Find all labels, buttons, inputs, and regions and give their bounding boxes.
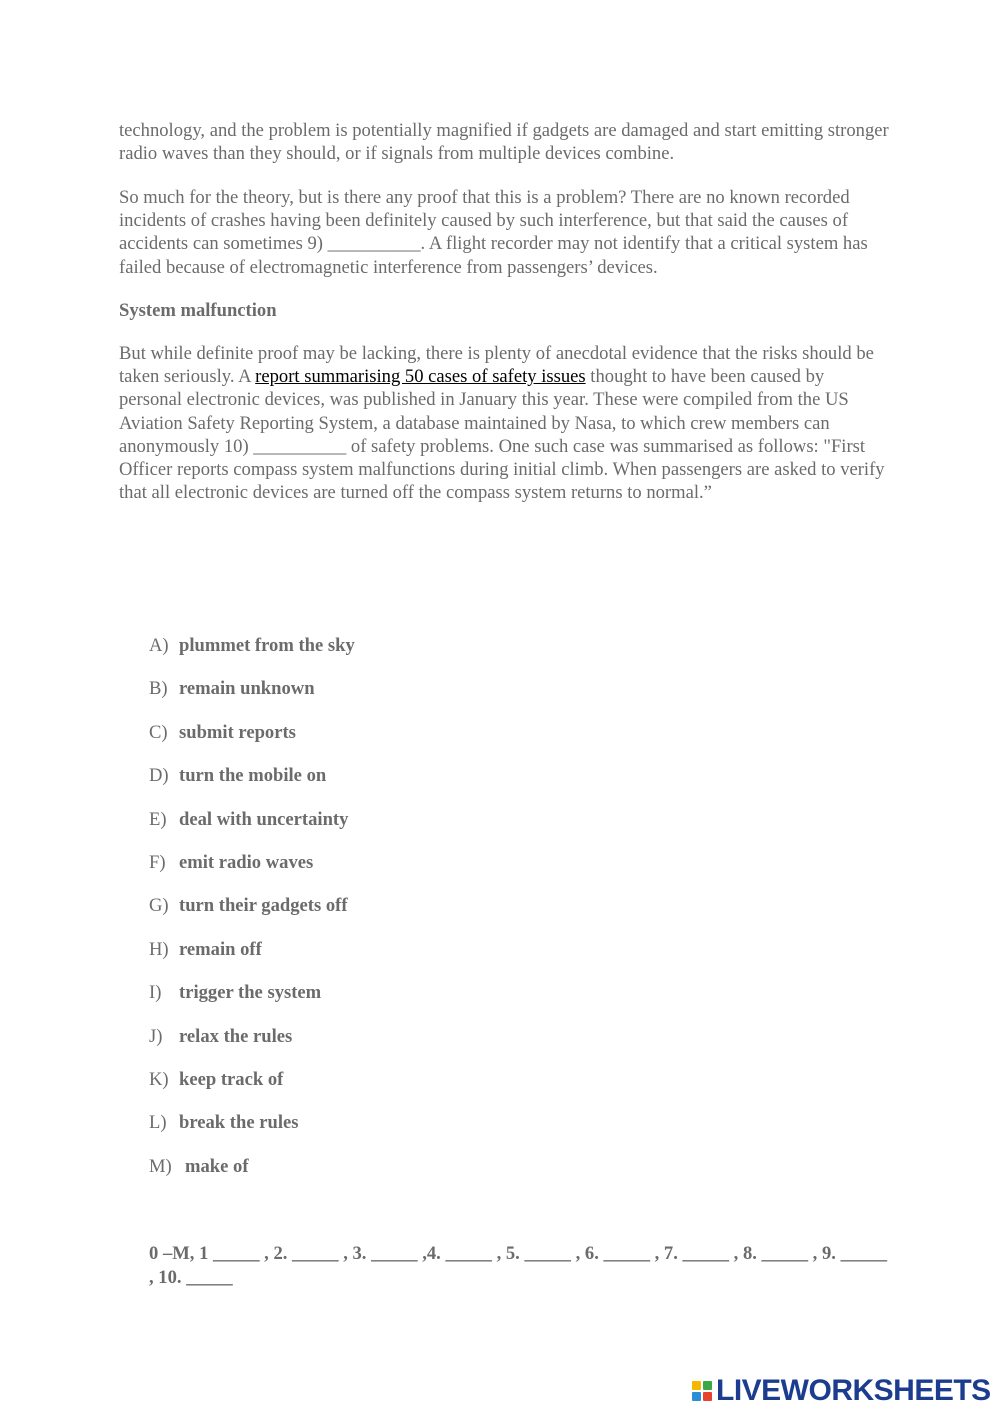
option-letter: K) xyxy=(149,1068,169,1090)
option-item xyxy=(149,938,355,981)
option-letter: A) xyxy=(149,635,169,656)
option-text: deal with uncertainty xyxy=(179,808,349,830)
option-item xyxy=(149,634,355,677)
section-heading: System malfunction xyxy=(119,300,277,321)
option-item xyxy=(149,721,355,764)
paragraph-anecdotal-evidence xyxy=(119,342,889,504)
paragraph-text-after-link: thought to have been caused by personal electronic devices, was published in January this year. These were compiled from the US Aviation Safety Reporting System, a database maintained by Nasa, to which crew members can anonymously 10) __________ of safety problems. One such case was summarised as follows: "First Officer reports compass system malfunctions during initial climb. When passengers are asked to verify that all electronic devices are turned off the compass system returns to normal.” xyxy=(119,366,885,504)
option-letter: B) xyxy=(149,678,168,700)
option-text: keep track of xyxy=(179,1068,284,1090)
option-letter: D) xyxy=(149,765,169,787)
liveworksheets-logo xyxy=(692,1374,991,1408)
option-text: relax the rules xyxy=(179,1025,293,1047)
option-letter: I) xyxy=(149,982,162,1004)
option-item xyxy=(149,894,355,937)
paragraph-intro-continued: technology, and the problem is potentially magnified if gadgets are damaged and start emitting stronger radio waves than they should, or if signals from multiple devices combine. xyxy=(119,120,889,165)
option-item xyxy=(149,851,355,894)
option-text: break the rules xyxy=(179,1112,299,1134)
option-item xyxy=(149,1025,355,1068)
option-text: plummet from the sky xyxy=(179,635,355,656)
logo-text: LIVEWORKSHEETS xyxy=(716,1374,991,1407)
option-item xyxy=(149,764,355,807)
option-text: turn their gadgets off xyxy=(179,895,348,917)
option-text: remain unknown xyxy=(179,678,315,700)
option-item xyxy=(149,677,355,720)
option-text: remain off xyxy=(179,938,262,960)
option-item xyxy=(149,1155,355,1198)
option-item xyxy=(149,981,355,1024)
option-letter: E) xyxy=(149,808,167,830)
option-text: trigger the system xyxy=(179,982,322,1004)
option-letter: H) xyxy=(149,938,169,960)
answer-key-blanks: 0 –M, 1 _____ , 2. _____ , 3. _____ ,4. _____ , 5. _____ , 6. _____ , 7. _____ , 8. _____ , 9. _____ , 10. _____ xyxy=(149,1243,888,1288)
option-letter: G) xyxy=(149,895,169,917)
option-item xyxy=(149,1111,355,1154)
paragraph-proof: So much for the theory, but is there any proof that this is a problem? There are no known recorded incidents of crashes having been definitely caused by such interference, but that said the causes of accidents can sometimes 9) __________. A flight recorder may not identify that a critical system has failed because of electromagnetic interference from passengers’ devices. xyxy=(119,187,868,278)
option-text: make of xyxy=(185,1155,249,1177)
option-letter: C) xyxy=(149,721,168,743)
option-letter: L) xyxy=(149,1112,167,1134)
option-item xyxy=(149,1068,355,1111)
answer-options-list xyxy=(149,634,355,1198)
option-letter: M) xyxy=(149,1155,172,1177)
liveworksheets-logo-icon xyxy=(692,1381,712,1401)
option-text: turn the mobile on xyxy=(179,765,327,787)
option-item xyxy=(149,808,355,851)
option-letter: J) xyxy=(149,1025,163,1047)
report-link[interactable]: report summarising 50 cases of safety issues xyxy=(255,366,586,388)
option-letter: F) xyxy=(149,851,166,873)
option-text: submit reports xyxy=(179,721,296,743)
option-text: emit radio waves xyxy=(179,851,314,873)
paragraph-text-before-link: But while definite proof may be lacking, there is plenty of anecdotal evidence that the risks should be taken seriously. A xyxy=(119,343,874,388)
